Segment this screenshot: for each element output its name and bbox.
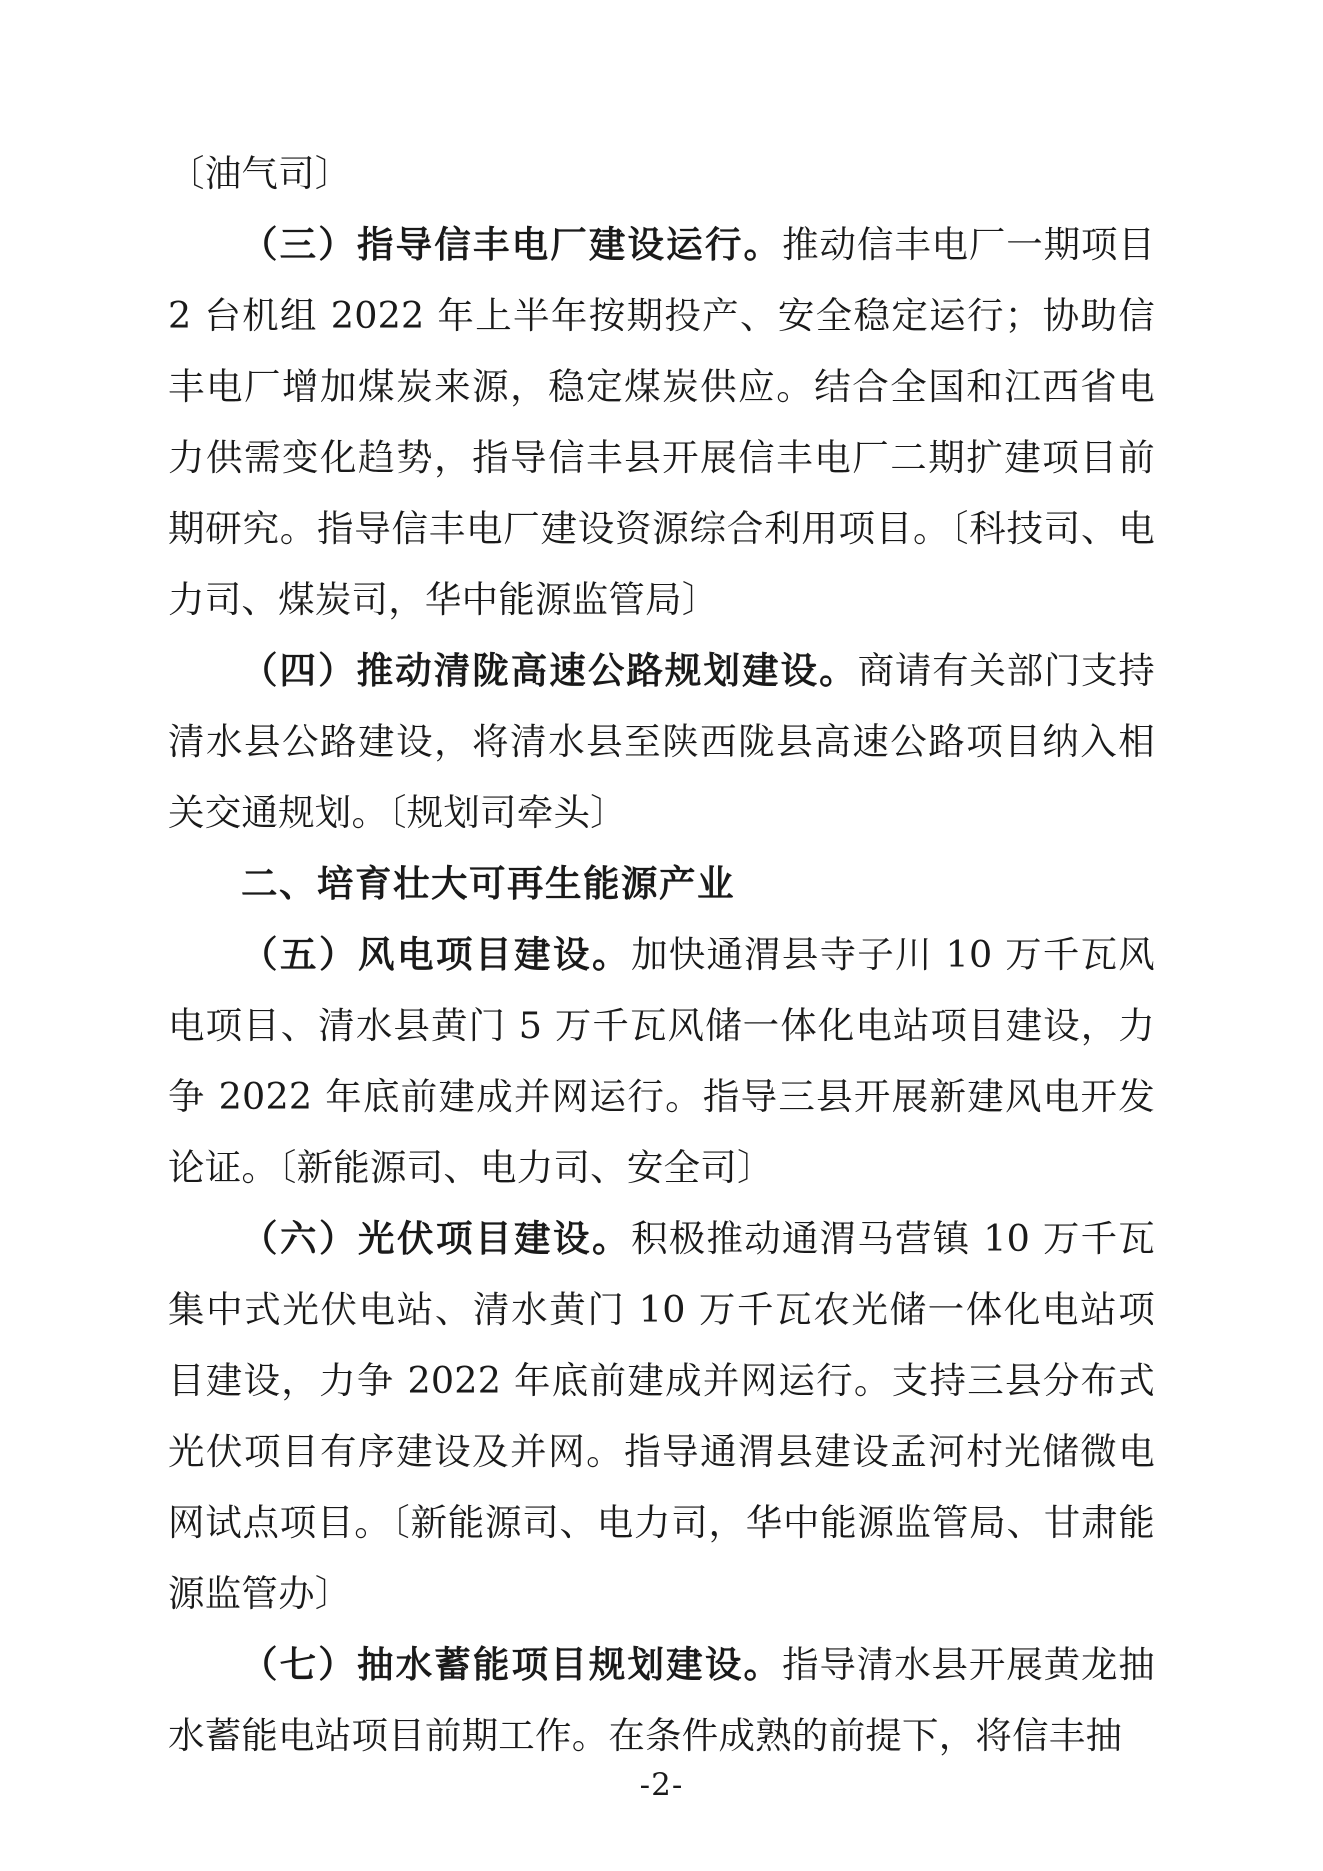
paragraph-text: 积极推动通渭马营镇 10 万千瓦集中式光伏电站、清水黄门 10 万千瓦农光储一体化电站项目建设，力争 2022 年底前建成并网运行。支持三县分布式光伏项目有序建设及并网。指导通渭县建设孟河村光储微电网试点项目。〔新能源司、电力司，华中能源监管局、甘肃能源监管办〕 <box>168 1217 1155 1615</box>
paragraph-text: 推动信丰电厂一期项目 2 台机组 2022 年上半年按期投产、安全稳定运行；协助信丰电厂增加煤炭来源，稳定煤炭供应。结合全国和江西省电力供需变化趋势，指导信丰县开展信丰电厂二期扩建项目前期研究。指导信丰电厂建设资源综合利用项目。〔科技司、电力司、煤炭司，华中能源监管局〕 <box>168 223 1156 621</box>
document-body <box>168 138 1155 1771</box>
paragraph-lead: （三）指导信丰电厂建设运行。 <box>241 223 783 266</box>
page-number: -2- <box>639 1767 684 1803</box>
paragraph-item-7 <box>168 1629 1155 1771</box>
paragraph-item-3 <box>168 209 1155 635</box>
section-heading-2 <box>168 848 1155 919</box>
paragraph-text: 指导清水县开展黄龙抽水蓄能电站项目前期工作。在条件成熟的前提下，将信丰抽 <box>168 1643 1156 1757</box>
section-heading-text: 二、培育壮大可再生能源产业 <box>241 862 735 905</box>
paragraph-bureau-tag <box>168 138 1155 209</box>
paragraph-text: 加快通渭县寺子川 10 万千瓦风电项目、清水县黄门 5 万千瓦风储一体化电站项目建设，力争 2022 年底前建成并网运行。指导三县开展新建风电开发论证。〔新能源司、电力司、安全司〕 <box>168 933 1155 1189</box>
paragraph-text: 商请有关部门支持清水县公路建设，将清水县至陕西陇县高速公路项目纳入相关交通规划。〔规划司牵头〕 <box>168 649 1155 834</box>
paragraph-text: 〔油气司〕 <box>168 152 352 195</box>
paragraph-item-4 <box>168 635 1155 848</box>
paragraph-lead: （五）风电项目建设。 <box>241 933 632 976</box>
paragraph-lead: （七）抽水蓄能项目规划建设。 <box>241 1643 783 1686</box>
paragraph-item-6 <box>168 1203 1155 1629</box>
paragraph-item-5 <box>168 919 1155 1203</box>
paragraph-lead: （四）推动清陇高速公路规划建设。 <box>241 649 858 692</box>
paragraph-lead: （六）光伏项目建设。 <box>241 1217 632 1260</box>
